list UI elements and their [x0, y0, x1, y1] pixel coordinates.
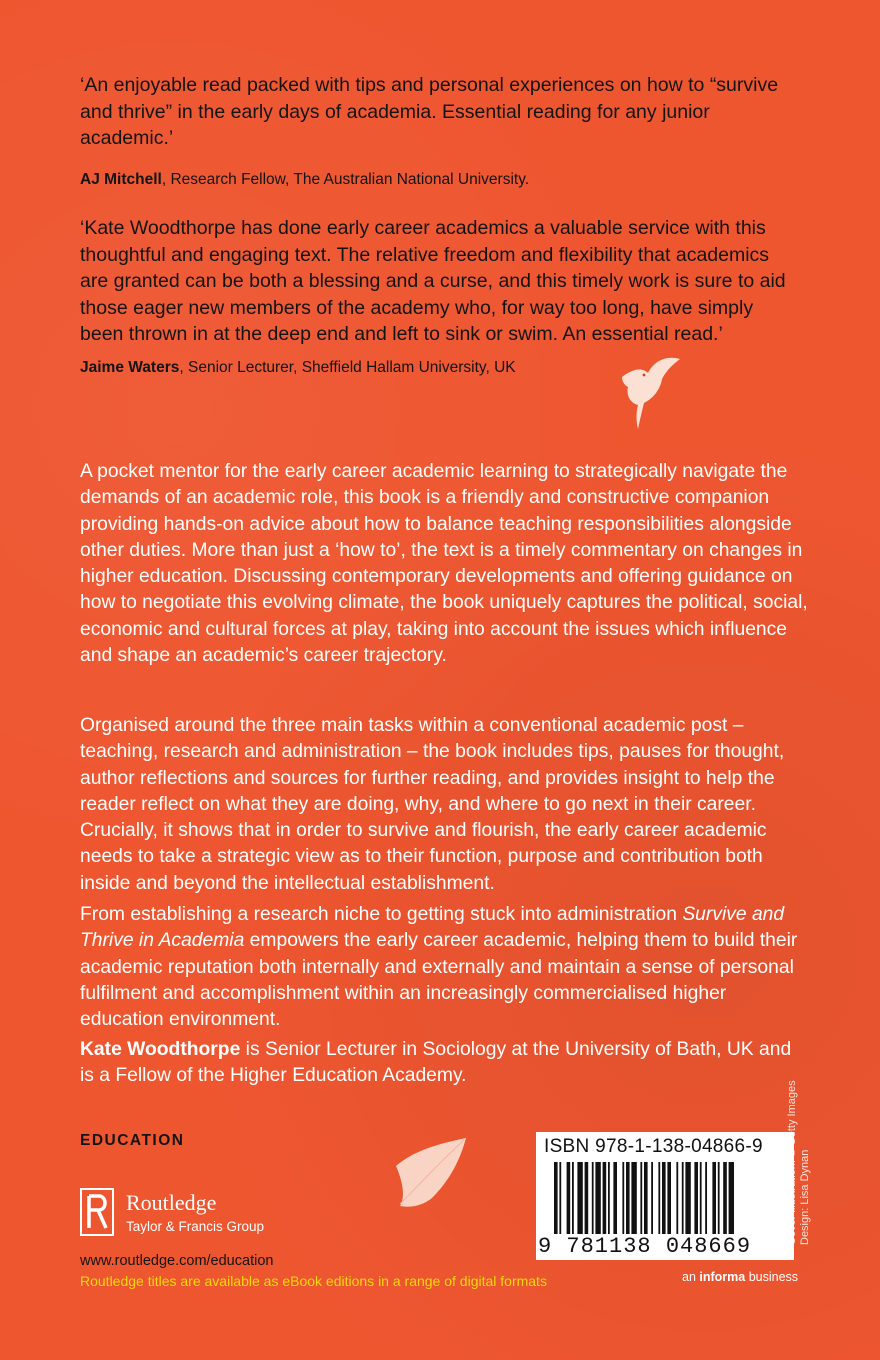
book-title: Survive and Thrive in Academia: [80, 904, 785, 952]
publisher-group: Taylor & Francis Group: [126, 1219, 265, 1234]
description-paragraph-3: [80, 902, 810, 1033]
author-bio: [80, 1037, 810, 1090]
informa-tagline: [682, 1270, 798, 1284]
barcode-digits: 9 781138 048669: [538, 1234, 752, 1259]
reviewer-affiliation-1: , Research Fellow, The Australian National University.: [161, 171, 530, 188]
isbn-barcode-box: [536, 1132, 794, 1260]
publisher-logo: [80, 1188, 300, 1238]
feather-icon: [392, 1136, 472, 1210]
reviewer-affiliation-2: , Senior Lecturer, Sheffield Hallam University, UK: [179, 359, 516, 376]
description-paragraph-1: A pocket mentor for the early career academic learning to strategically navigate the demands of an academic role, this book is a friendly and constructive companion providing hands-on advice about how to balance teaching responsibilities alongside other duties. More than just a ‘how to’, the text is a timely commentary on changes in higher education. Discussing contemporary developments and offering guidance on how to negotiate this evolving climate, the book uniquely captures the political, social, economic and cultural forces at play, taking into account the issues which influence and shape an academic’s career trajectory.: [80, 461, 808, 667]
barcode-icon: [554, 1162, 778, 1238]
author-bio-text: is Senior Lecturer in Sociology at the University of Bath, UK and is a Fellow of the Higher Education Academy.: [80, 1039, 792, 1087]
reviewer-name-1: AJ Mitchell: [80, 171, 162, 188]
routledge-r-icon: [80, 1188, 114, 1236]
paragraph-3-rest: empowers the early career academic, helping them to build their academic reputation both internally and externally and maintain a sense of personal fulfilment and accomplishment within an increasingly commercialised higher education environment.: [80, 930, 798, 1031]
isbn-label: ISBN 978-1-138-04866-9: [544, 1136, 763, 1157]
paragraph-3-lead: From establishing a research niche to getting stuck into administration: [80, 904, 683, 925]
category-label: EDUCATION: [80, 1132, 185, 1149]
design-credit: Design: Lisa Dynan: [799, 1149, 811, 1245]
review-quote-2: ‘Kate Woodthorpe has done early career academics a valuable service with this thoughtful and engaging text. The relative freedom and flexibility that academics are granted can be both a blessing and a curse, and this timely work is sure to aid those eager new members of the academy who, for way too long, have simply been thrown in at the deep end and left to sink or swim. An essential read.’: [80, 217, 786, 345]
description-paragraph-2: Organised around the three main tasks within a conventional academic post – teaching, research and administration – the book includes tips, pauses for thought, author reflections and sources for further reading, and provides insight to help the reader reflect on what they are doing, why, and where to go next in their career. Crucially, it shows that in order to survive and flourish, the early career academic needs to take a strategic view as to their function, purpose and contribution both inside and beyond the intellectual establishment.: [80, 715, 785, 894]
illustration-credit: Cover illustration: © Getty Images: [786, 1080, 798, 1245]
reviewer-name-2: Jaime Waters: [80, 359, 180, 376]
ebook-note: Routledge titles are available as eBook editions in a range of digital formats: [80, 1273, 547, 1289]
review-attribution-1: [80, 170, 800, 190]
cover-credits: [786, 1025, 826, 1245]
review-attribution-2: [80, 358, 800, 378]
author-name: Kate Woodthorpe: [80, 1039, 241, 1060]
bird-icon: [618, 355, 686, 435]
publisher-name: Routledge: [126, 1190, 217, 1215]
publisher-url[interactable]: www.routledge.com/education: [80, 1253, 274, 1269]
informa-word: informa: [699, 1270, 746, 1284]
informa-prefix: an: [682, 1270, 700, 1284]
informa-suffix: business: [745, 1270, 799, 1284]
review-quote-1: ‘An enjoyable read packed with tips and personal experiences on how to “survive and thrive” in the early days of academia. Essential reading for any junior academic.’: [80, 74, 779, 149]
